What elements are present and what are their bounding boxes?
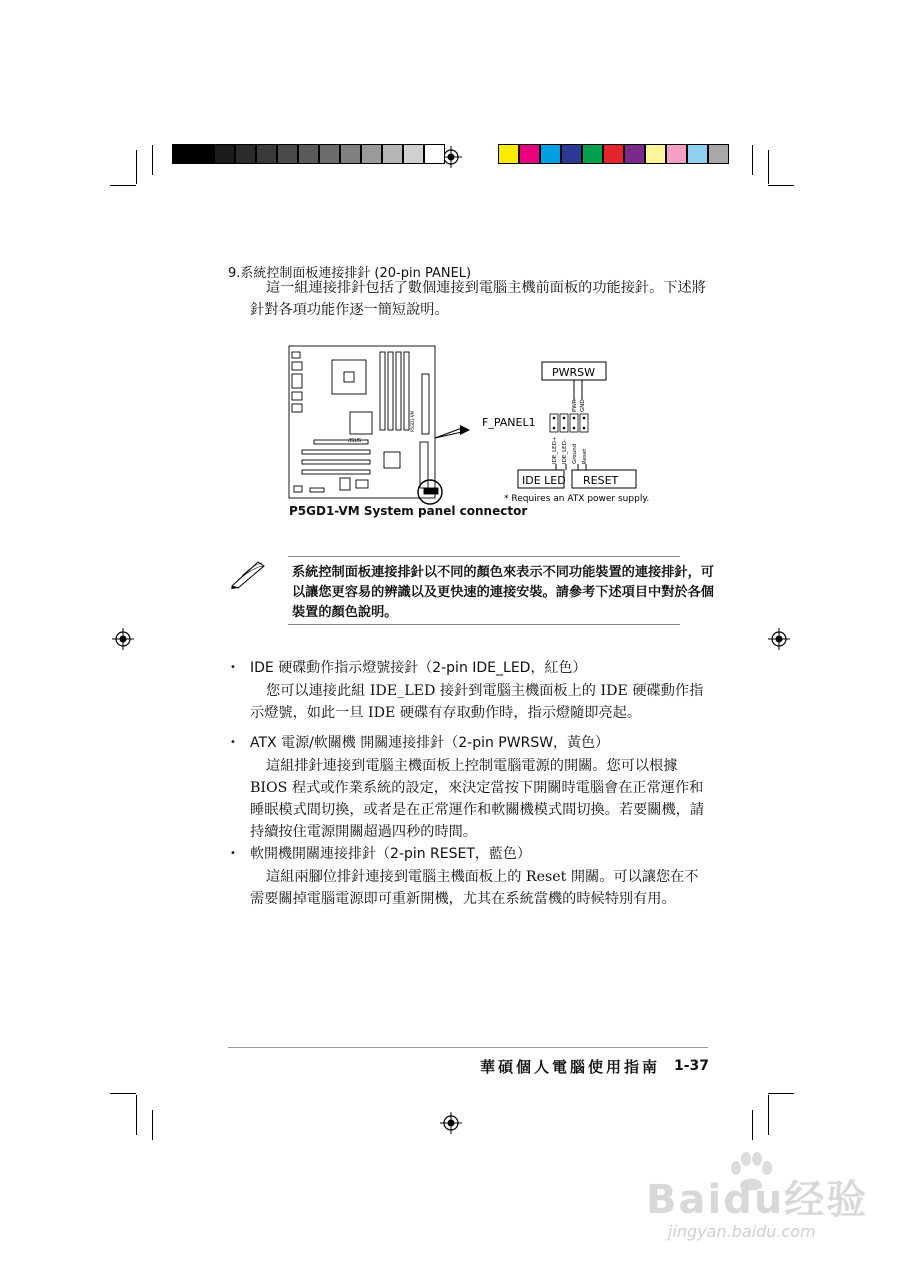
color-swatch	[498, 144, 519, 164]
pin-header	[550, 414, 588, 432]
color-swatch	[424, 144, 445, 164]
footer-rule	[228, 1047, 708, 1048]
color-swatch	[340, 144, 361, 164]
motherboard-diagram	[289, 346, 442, 504]
bullet-2-line-1: 這組排針連接到電腦主機面板上控制電腦電源的開關。您可以根據	[266, 758, 678, 774]
bullet-title-reset: 軟開機開關連接排針（2-pin RESET，藍色）	[250, 846, 531, 862]
crop-mark	[768, 150, 769, 184]
color-swatch	[319, 144, 340, 164]
color-swatch	[172, 144, 193, 164]
color-swatch	[708, 144, 729, 164]
section-title-en: (20-pin PANEL)	[374, 266, 472, 281]
bullet-3-line-1: 這組兩腳位排針連接到電腦主機面板上的 Reset 開關。可以讓您在不	[266, 869, 699, 885]
pin-label-ide-led-plus: IDE_LED+	[552, 436, 558, 464]
grayscale-calibration-bar	[172, 144, 445, 164]
note-top-rule	[288, 556, 680, 557]
crop-mark	[768, 1095, 769, 1135]
color-swatch	[666, 144, 687, 164]
bullet-title-ide-led: IDE 硬碟動作指示燈號接針（2-pin IDE_LED，紅色）	[250, 660, 587, 676]
section-number: 9.	[228, 266, 241, 281]
color-swatch	[624, 144, 645, 164]
bullet-2-line-4: 持續按住電源開關超過四秒的時間。	[250, 824, 478, 840]
color-swatch	[687, 144, 708, 164]
registration-mark-icon	[112, 628, 134, 650]
color-swatch	[214, 144, 235, 164]
pin-label-ide-led-minus: IDE_LED-	[562, 439, 568, 464]
color-swatch	[561, 144, 582, 164]
reset-label: RESET	[583, 474, 619, 487]
color-calibration-bar	[498, 144, 729, 164]
color-swatch	[403, 144, 424, 164]
bullet-marker: •	[230, 662, 236, 673]
bullet-2-line-2: BIOS 程式或作業系統的設定，來決定當按下開關時電腦會在正常運作和	[250, 780, 704, 796]
footer-title: 華碩個人電腦使用指南	[480, 1058, 661, 1076]
pin-label-pwr: PWR	[572, 399, 578, 412]
color-swatch	[603, 144, 624, 164]
note-line-3: 裝置的顏色說明。	[292, 605, 398, 620]
color-swatch	[519, 144, 540, 164]
section-title-cn: 系統控制面板連接排針	[240, 266, 371, 281]
bullet-title-pwrsw: ATX 電源/軟關機 開關連接排針（2-pin PWRSW，黃色）	[250, 735, 610, 751]
crop-mark	[136, 1095, 137, 1135]
intro-line-1: 這一組連接排針包括了數個連接到電腦主機前面板的功能接針。下述將	[266, 280, 706, 296]
color-swatch	[540, 144, 561, 164]
watermark-url: jingyan.baidu.com	[668, 1222, 816, 1241]
registration-mark-icon	[440, 1112, 462, 1134]
pin-label-ground: Ground	[572, 443, 578, 464]
color-swatch	[382, 144, 403, 164]
crop-mark	[752, 1110, 753, 1140]
crop-mark	[768, 1093, 794, 1094]
crop-mark	[752, 145, 753, 175]
panel-connector-figure	[280, 340, 660, 510]
intro-line-2: 針對各項功能作逐一簡短說明。	[250, 302, 449, 318]
pwrsw-label: PWRSW	[552, 366, 596, 379]
crop-mark	[110, 1093, 136, 1094]
figure-footnote: * Requires an ATX power supply.	[504, 494, 650, 504]
pen-icon	[228, 558, 272, 590]
color-swatch	[277, 144, 298, 164]
crop-mark	[136, 150, 137, 184]
pin-label-reset: Reset	[582, 448, 588, 464]
board-brand-label: /ISUS	[348, 438, 362, 444]
page-number: 1-37	[674, 1058, 710, 1074]
bullet-marker: •	[230, 848, 236, 859]
color-swatch	[361, 144, 382, 164]
color-swatch	[235, 144, 256, 164]
bullet-1-line-2: 示燈號，如此一旦 IDE 硬碟有存取動作時，指示燈隨即亮起。	[250, 705, 642, 721]
f-panel-label: F_PANEL1	[482, 416, 536, 429]
bullet-marker: •	[230, 737, 236, 748]
crop-mark	[768, 185, 794, 186]
color-swatch	[256, 144, 277, 164]
color-swatch	[298, 144, 319, 164]
registration-mark-icon	[768, 628, 790, 650]
color-swatch	[193, 144, 214, 164]
bullet-2-line-3: 睡眠模式間切換，或者是在正常運作和軟關機模式間切換。若要關機，請	[250, 802, 705, 818]
ide-led-label: IDE LED	[522, 474, 566, 487]
color-swatch	[645, 144, 666, 164]
bullet-1-line-1: 您可以連接此組 IDE_LED 接針到電腦主機面板上的 IDE 硬碟動作指	[266, 683, 704, 699]
note-bottom-rule	[288, 624, 680, 625]
watermark-logo: Baidu经验	[646, 1177, 869, 1223]
crop-mark	[152, 145, 153, 175]
arrow-head-icon	[460, 425, 470, 435]
crop-mark	[110, 185, 136, 186]
board-model-label: P5GD1-VM	[410, 410, 415, 432]
bullet-3-line-2: 需要關掉電腦電源即可重新開機，尤其在系統當機的時候特別有用。	[250, 891, 676, 907]
color-swatch	[582, 144, 603, 164]
figure-caption: P5GD1-VM System panel connector	[289, 504, 528, 518]
pin-label-gnd: GND	[580, 399, 586, 412]
note-line-1: 系統控制面板連接排針以不同的顏色來表示不同功能裝置的連接排針，可	[292, 565, 714, 580]
crop-mark	[152, 1110, 153, 1140]
note-line-2: 以讓您更容易的辨識以及更快速的連接安裝。請參考下述項目中對於各個	[292, 585, 714, 600]
